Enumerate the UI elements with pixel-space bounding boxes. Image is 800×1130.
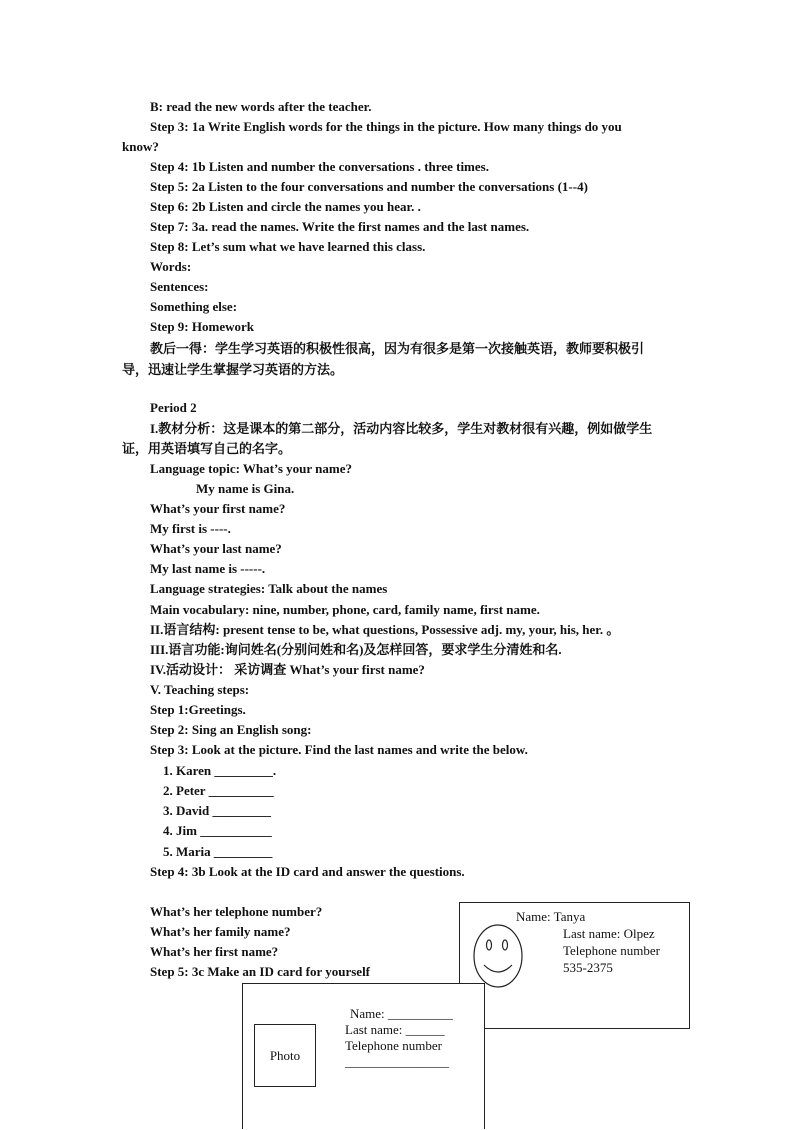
text-line: Main vocabulary: nine, number, phone, card, family name, first name. (150, 602, 540, 617)
text-line: 教后一得：学生学习英语的积极性很高，因为有很多是第一次接触英语，教师要积极引 (150, 341, 645, 356)
text-line: Step 8: Let’s sum what we have learned this class. (150, 239, 426, 254)
text-line: What’s your last name? (150, 541, 282, 556)
card-last-name-field: Last name: ______ (345, 1022, 445, 1037)
text-line: Step 9: Homework (150, 319, 254, 334)
text-line: What’s her family name? (150, 924, 291, 939)
text-line: Step 7: 3a. read the names. Write the first names and the last names. (150, 219, 530, 234)
card-phone-value: 535-2375 (563, 960, 613, 975)
text-line: What’s her telephone number? (150, 904, 323, 919)
text-line: Step 5: 3c Make an ID card for yourself (150, 964, 371, 979)
photo-box (254, 1024, 316, 1087)
text-line: 导，迅速让学生掌握学习英语的方法。 (122, 362, 344, 377)
list-item: 5. Maria _________ (163, 844, 273, 859)
text-line: Language topic: What’s your name? (150, 461, 352, 476)
text-line: My first is ----. (150, 521, 231, 536)
text-line: Step 3: 1a Write English words for the things in the picture. How many things do you (150, 119, 622, 134)
text-line: III.语言功能:询问姓名(分别问姓和名)及怎样回答，要求学生分清姓和名. (150, 642, 562, 657)
list-item: 2. Peter __________ (163, 783, 274, 798)
text-line: Sentences: (150, 279, 209, 294)
text-line: II.语言结构: present tense to be, what questions, Possessive adj. my, your, his, her. 。 (150, 622, 620, 637)
text-line: IV.活动设计： 采访调查 What’s your first name? (150, 662, 425, 677)
tanya-id-card (459, 902, 690, 1029)
text-line: V. Teaching steps: (150, 682, 250, 697)
text-line: 证，用英语填写自己的名字。 (122, 441, 292, 456)
text-line: Step 3: Look at the picture. Find the last names and write the below. (150, 742, 528, 757)
card-last-name: Last name: Olpez (563, 926, 655, 941)
blank-id-card (242, 983, 485, 1129)
text-line: Step 5: 2a Listen to the four conversations and number the conversations (1--4) (150, 179, 588, 194)
card-phone-label: Telephone number (345, 1038, 442, 1053)
card-name-field: Name: __________ (350, 1006, 453, 1021)
list-item: 4. Jim ___________ (163, 823, 272, 838)
text-line: Something else: (150, 299, 238, 314)
text-line: My last name is -----. (150, 561, 266, 576)
section-heading: Period 2 (150, 400, 197, 415)
text-line: Step 4: 1b Listen and number the conversations . three times. (150, 159, 489, 174)
text-line: My name is Gina. (196, 481, 295, 496)
photo-label: Photo (269, 1047, 301, 1063)
card-name: Name: Tanya (516, 909, 586, 924)
text-line: Words: (150, 259, 192, 274)
text-line: Step 2: Sing an English song: (150, 722, 312, 737)
text-line: What’s her first name? (150, 944, 279, 959)
text-line: I.教材分析：这是课本的第二部分，活动内容比较多，学生对教材很有兴趣，例如做学生 (150, 421, 653, 436)
card-phone-blank: ________________ (345, 1054, 449, 1069)
list-item: 1. Karen _________. (163, 763, 277, 778)
text-line: know? (122, 139, 159, 154)
text-line: What’s your first name? (150, 501, 286, 516)
list-item: 3. David _________ (163, 803, 271, 818)
text-line: Language strategies: Talk about the names (150, 581, 388, 596)
smiley-face-icon (472, 923, 524, 989)
text-line: Step 1:Greetings. (150, 702, 246, 717)
text-line: Step 4: 3b Look at the ID card and answer the questions. (150, 864, 465, 879)
text-line: B: read the new words after the teacher. (150, 99, 372, 114)
card-phone-label: Telephone number (563, 943, 660, 958)
text-line: Step 6: 2b Listen and circle the names you hear. . (150, 199, 421, 214)
